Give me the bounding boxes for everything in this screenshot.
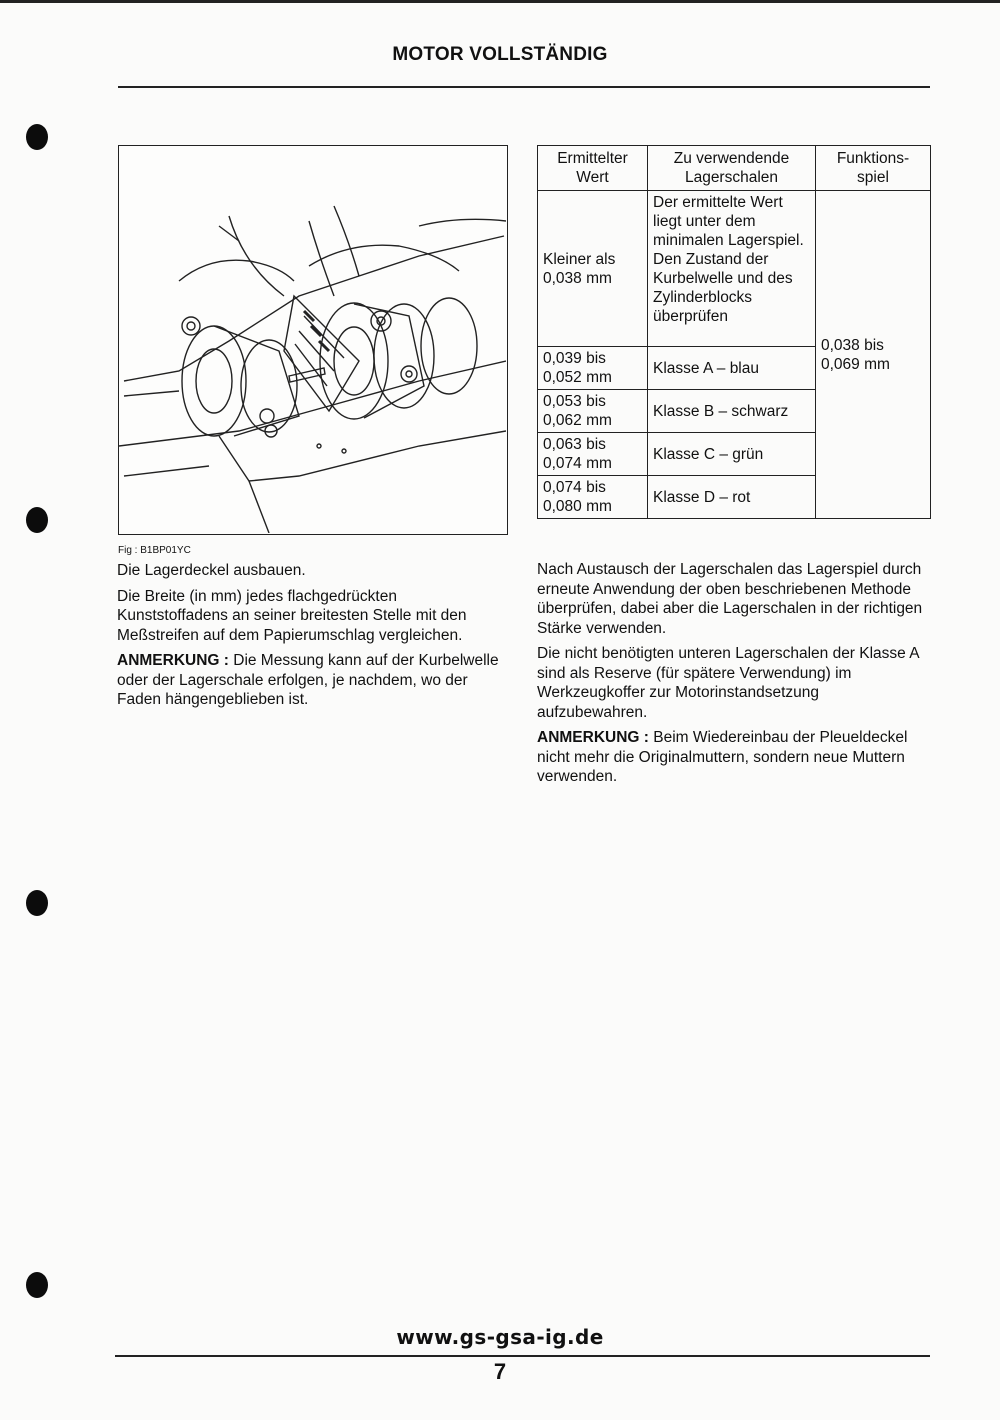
cell-value: 0,074 bis 0,080 mm (538, 476, 648, 519)
cell-operating-play: 0,038 bis 0,069 mm (816, 191, 931, 519)
cell-shells: Klasse D – rot (648, 476, 816, 519)
footer-rule (115, 1355, 930, 1357)
table-header-row (538, 146, 931, 191)
paragraph-reserve-shells: Die nicht benötigten unteren Lagerschalen der Klasse A sind als Reserve (für spätere Verwendung) im Werkzeugkoffer zur Motorinstandsetzung aufzubewahren. (537, 645, 919, 721)
paragraph-remove-caps: Die Lagerdeckel ausbauen. (117, 562, 306, 579)
footer-url: www.gs-gsa-ig.de (396, 1325, 604, 1349)
note-label: ANMERKUNG : (117, 652, 229, 669)
crankshaft-illustration (118, 145, 508, 535)
header-operating-play: Funktions-spiel (816, 146, 931, 191)
binder-hole-3 (26, 890, 48, 916)
note-text: Die Messung kann auf der Kurbelwelle oder der Lagerschale erfolgen, je nachdem, wo der Faden hängengeblieben ist. (117, 652, 499, 708)
binder-hole-2 (26, 507, 48, 533)
page-number: 7 (493, 1359, 507, 1384)
figure-caption: Fig : B1BP01YC (118, 545, 191, 556)
title-rule (118, 86, 930, 88)
cell-value: Kleiner als 0,038 mm (538, 191, 648, 347)
note-right (537, 728, 932, 787)
cell-value: 0,053 bis 0,062 mm (538, 390, 648, 433)
note-text: Beim Wiedereinbau der Pleueldeckel nicht mehr die Originalmuttern, sondern neue Muttern verwenden. (537, 729, 908, 785)
table-row (538, 191, 931, 347)
right-column-text (537, 560, 932, 793)
page-title: MOTOR VOLLSTÄNDIG (392, 44, 608, 65)
cell-shells: Klasse A – blau (648, 347, 816, 390)
cell-shells: Der ermittelte Wert liegt unter dem minimalen Lagerspiel. Den Zustand der Kurbelwelle und des Zylinderblocks überprüfen (648, 191, 816, 347)
binder-hole-4 (26, 1272, 48, 1298)
crankshaft-bearing-drawing (119, 146, 506, 533)
note-left (117, 651, 509, 710)
header-bearing-shells: Zu verwendende Lagerschalen (648, 146, 816, 191)
bearing-class-table (537, 145, 931, 519)
binder-hole-1 (26, 124, 48, 150)
left-column-text (117, 561, 509, 716)
top-edge-rule (0, 0, 1000, 3)
cell-shells: Klasse B – schwarz (648, 390, 816, 433)
cell-value: 0,063 bis 0,074 mm (538, 433, 648, 476)
cell-shells: Klasse C – grün (648, 433, 816, 476)
header-measured-value: Ermittelter Wert (538, 146, 648, 191)
paragraph-compare-width: Die Breite (in mm) jedes flachgedrückten Kunststoffadens an seiner breitesten Stelle mit den Meßstreifen auf dem Papierumschlag vergleichen. (117, 587, 467, 644)
paragraph-recheck: Nach Austausch der Lagerschalen das Lagerspiel durch erneute Anwendung der oben beschriebenen Methode überprüfen, dabei aber die Lagerschalen in der richtigen Stärke verwenden. (537, 561, 923, 637)
note-label: ANMERKUNG : (537, 729, 649, 746)
cell-value: 0,039 bis 0,052 mm (538, 347, 648, 390)
